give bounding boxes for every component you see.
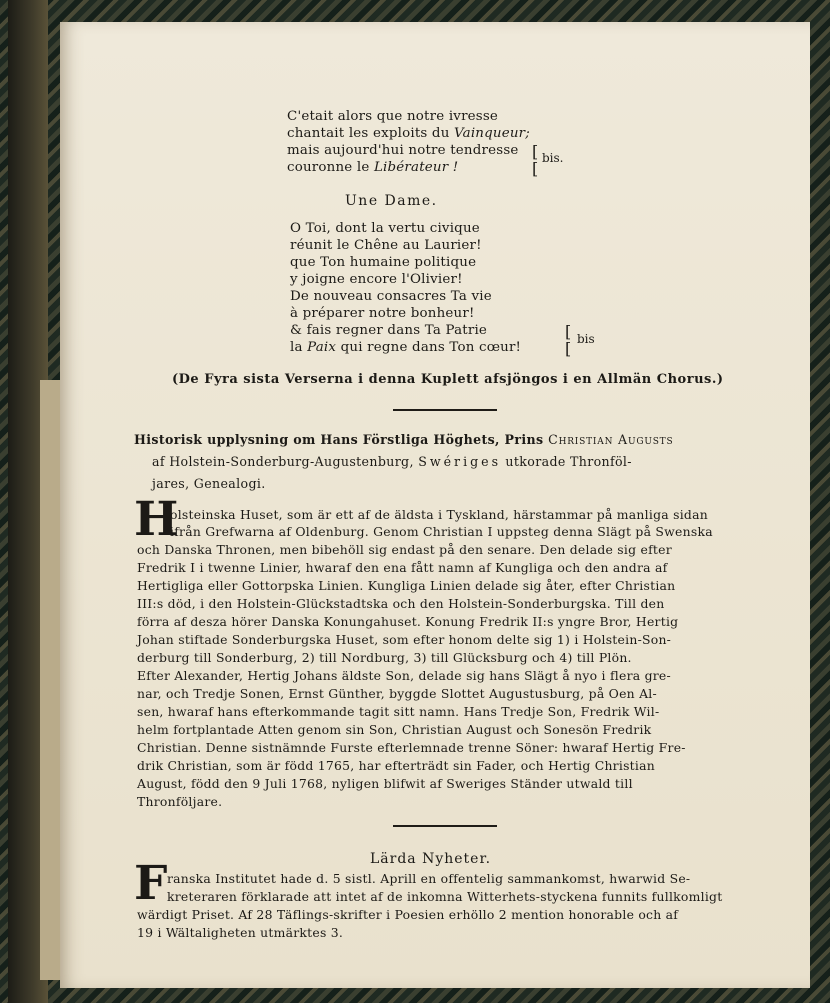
book-page — [60, 22, 810, 988]
verse2-line-8-text: qui regne dans Ton cœur! — [336, 340, 522, 355]
genealogy-line-6: III:s död, i den Holstein-Glückstadtska och den Holstein-Sonderburgska. Till den — [137, 596, 665, 611]
verse2-line-8-prefix: la — [290, 340, 308, 355]
history-heading-text-2: af Holstein-Sonderburg-Augustenburg, — [152, 454, 419, 469]
genealogy-line-5: Hertigliga eller Gottorpska Linien. Kungliga Linien delade sig åter, efter Christian — [137, 578, 676, 593]
news-line-1: ranska Institutet hade d. 5 sistl. Aprill en offentelig sammankomst, hwarwid Se- — [167, 871, 691, 886]
news-heading: Lärda Nyheter. — [370, 851, 492, 867]
verse2-line-7: & fais regner dans Ta Patrie — [290, 323, 488, 338]
verse1-line-3: mais aujourd'hui notre tendresse — [287, 143, 519, 158]
history-heading-line-1 — [134, 430, 673, 449]
genealogy-line-4: Fredrik I i twenne Linier, hwaraf den ena fått namn af Kungliga och den andra af — [137, 560, 668, 575]
prince-name: Christian Augusts — [548, 432, 674, 447]
genealogy-line-1: olsteinska Huset, som är ett af de äldsta i Tyskland, härstammar på manliga sidan — [170, 507, 708, 522]
genealogy-line-8: Johan stiftade Sonderburgska Huset, som efter honom delte sig 1) i Holstein-Son- — [137, 632, 672, 647]
sweriges-word: Swériges — [418, 454, 502, 469]
verse1-line-4 — [287, 159, 458, 176]
history-heading-text-2-tail: utkorade Thronföl- — [501, 454, 632, 469]
genealogy-dropcap: H — [134, 492, 179, 547]
genealogy-line-16: August, född den 9 Juli 1768, nyligen blifwit af Sweriges Ständer utwald till — [137, 776, 633, 791]
verse2-line-8 — [290, 339, 521, 356]
genealogy-line-7: förra af desza hörer Danska Konungahuset. Konung Fredrik II:s yngre Bror, Hertig — [137, 614, 679, 629]
divider-1 — [393, 409, 497, 411]
history-heading-line-3: jares, Genealogi. — [152, 476, 266, 491]
verse1-line-4-text: couronne le — [287, 160, 374, 175]
verse2-line-6: à préparer notre bonheur! — [290, 306, 475, 321]
news-line-4: 19 i Wältaligheten utmärktes 3. — [137, 925, 344, 940]
verse2-bis: bis — [577, 332, 595, 346]
genealogy-line-17: Thronföljare. — [137, 794, 223, 809]
page-edge — [40, 380, 62, 980]
news-line-2: kreteraren förklarade att intet af de inkomna Witterhets-styckena funnits fullkomligt — [167, 889, 723, 904]
verse2-line-1: O Toi, dont la vertu civique — [290, 221, 480, 236]
genealogy-line-3: och Danska Thronen, men bibehöll sig endast på den senare. Den delade sig efter — [137, 542, 672, 557]
verse1-brace: [ [ — [532, 142, 539, 178]
verse1-line-1: C'etait alors que notre ivresse — [287, 109, 499, 124]
genealogy-line-11: nar, och Tredje Sonen, Ernst Günther, byggde Slottet Augustusburg, på Oen Al- — [137, 686, 657, 701]
paix-word: Paix — [307, 340, 337, 355]
divider-2 — [393, 825, 497, 827]
verse2-line-2: réunit le Chêne au Laurier! — [290, 238, 482, 253]
liberateur-word: Libérateur ! — [373, 160, 459, 175]
verse1-line-2 — [287, 125, 530, 142]
genealogy-line-13: helm fortplantade Atten genom sin Son, Christian August och Sonesön Fredrik — [137, 722, 652, 737]
genealogy-line-10: Efter Alexander, Hertig Johans äldste Son, delade sig hans Slägt å nyo i flera gre- — [137, 668, 671, 683]
news-dropcap: F — [134, 856, 168, 911]
vainqueur-word: Vainqueur; — [454, 126, 530, 141]
genealogy-line-9: derburg till Sonderburg, 2) till Nordburg, 3) till Glücksburg och 4) till Plön. — [137, 650, 632, 665]
genealogy-line-12: sen, hwaraf hans efterkommande tagit sitt namn. Hans Tredje Son, Fredrik Wil- — [137, 704, 660, 719]
verse1-line-2-text: chantait les exploits du — [287, 126, 454, 141]
verse2-brace: [ [ — [565, 322, 572, 358]
news-line-3: wärdigt Priset. Af 28 Täflings-skrifter i Poesien erhöllo 2 mention honorable och af — [137, 907, 679, 922]
history-heading-line-2 — [152, 452, 632, 471]
history-heading-text-1: Historisk upplysning om Hans Förstliga Höghets, Prins — [134, 432, 549, 447]
genealogy-line-14: Christian. Denne sistnämnde Furste efterlemnade trenne Söner: hwaraf Hertig Fre- — [137, 740, 686, 755]
verse2-line-3: que Ton humaine politique — [290, 255, 477, 270]
verse2-line-5: De nouveau consacres Ta vie — [290, 289, 492, 304]
verse2-line-4: y joigne encore l'Olivier! — [290, 272, 463, 287]
verse1-bis: bis. — [542, 151, 564, 165]
genealogy-line-2: ifrån Grefwarna af Oldenburg. Genom Christian I uppsteg denna Slägt på Swenska — [170, 524, 713, 539]
speaker-label: Une Dame. — [345, 193, 438, 209]
chorus-note: (De Fyra sista Verserna i denna Kuplett afsjöngos i en Allmän Chorus.) — [172, 372, 724, 387]
genealogy-line-15: drik Christian, som är född 1765, har efterträdt sin Fader, och Hertig Christian — [137, 758, 655, 773]
